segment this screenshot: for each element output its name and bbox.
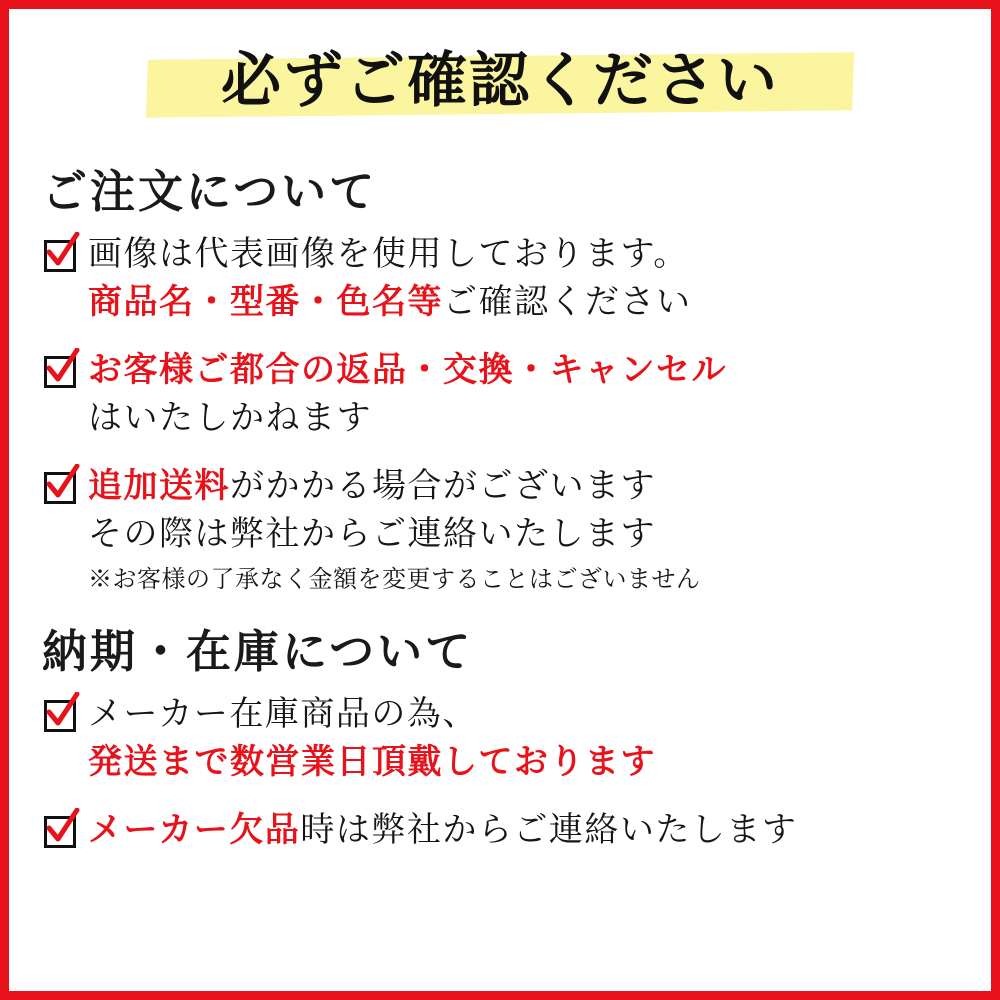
- item-line: [88, 806, 958, 854]
- section-title-delivery: 納期・在庫について: [42, 625, 474, 678]
- list-item: [42, 230, 958, 326]
- border-frame-top: [0, 0, 1000, 9]
- item-text-red: 追加送料: [88, 466, 230, 506]
- item-text-plain: メーカー在庫商品の為、: [88, 694, 478, 734]
- border-frame-bottom: [0, 991, 1000, 1000]
- border-frame-left: [0, 0, 9, 1000]
- page-title-banner: [147, 42, 853, 120]
- border-frame-right: [991, 0, 1000, 1000]
- notice-content: [42, 160, 958, 874]
- item-line: [88, 230, 958, 278]
- section-title-orders: ご注文について: [42, 165, 378, 218]
- checked-checkbox-icon: [42, 698, 80, 736]
- page-title: 必ずご確認ください: [221, 46, 779, 116]
- list-item: [42, 346, 958, 442]
- checked-checkbox-icon: [42, 814, 80, 852]
- item-line: [88, 690, 958, 738]
- item-text-plain: はいたしかねます: [88, 398, 372, 438]
- item-text-red: お客様ご都合の返品・交換・キャンセル: [88, 350, 727, 390]
- list-item: [42, 462, 958, 598]
- item-note: ※お客様の了承なく金額を変更することはございません: [88, 565, 701, 593]
- item-text-red: メーカー欠品: [88, 810, 301, 850]
- checked-checkbox-icon: [42, 238, 80, 276]
- item-line: [88, 394, 958, 442]
- item-line: [88, 346, 958, 394]
- checked-checkbox-icon: [42, 354, 80, 392]
- checked-checkbox-icon: [42, 470, 80, 508]
- item-text-red: 商品名・型番・色名等: [88, 282, 443, 322]
- item-text-plain: その際は弊社からご連絡いたします: [88, 514, 656, 554]
- item-text-plain: ご確認ください: [443, 282, 692, 322]
- list-item: [42, 690, 958, 786]
- item-line: [88, 510, 958, 558]
- item-line: [88, 738, 958, 786]
- item-line: [88, 462, 958, 510]
- item-line: [88, 278, 958, 326]
- item-text-plain: がかかる場合がございます: [230, 466, 656, 506]
- item-text-plain: 時は弊社からご連絡いたします: [300, 810, 798, 850]
- list-item: [42, 806, 958, 854]
- item-text-red: 発送まで数営業日頂戴しております: [88, 742, 656, 782]
- item-text-plain: 画像は代表画像を使用しております。: [88, 234, 689, 274]
